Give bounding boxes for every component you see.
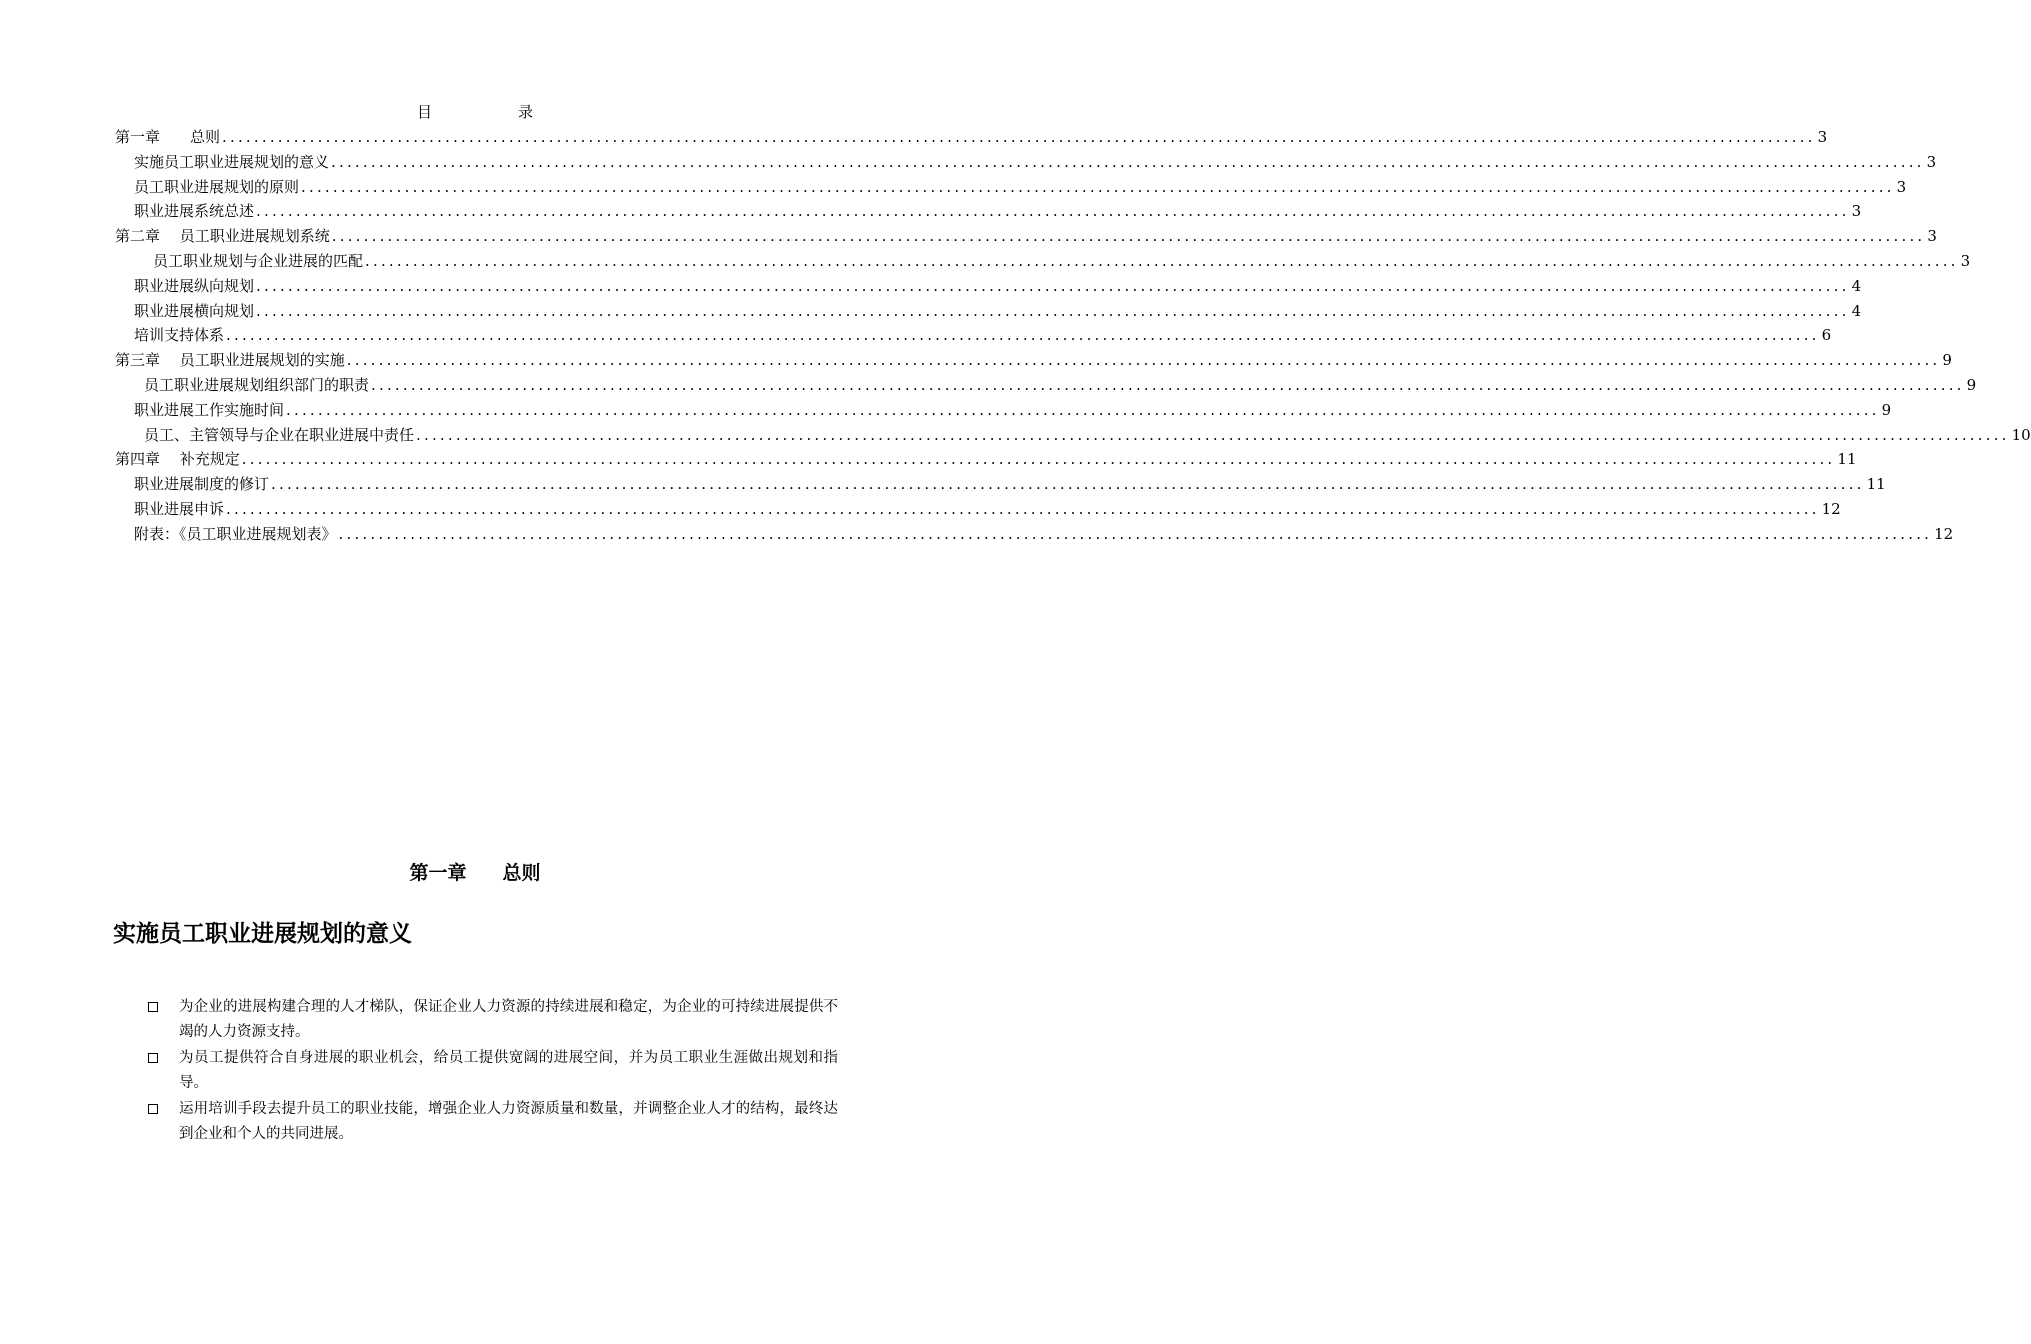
toc-leader-dots: ........................................................................................................................................................................................................ (256, 301, 1850, 320)
toc-entry-page: 6 (1821, 326, 1832, 345)
toc-entry-label: 职业进展制度的修订 (134, 475, 270, 494)
toc-entry-label: 第三章 员工职业进展规划的实施 (115, 351, 345, 370)
toc-entry-label: 职业进展申诉 (134, 499, 225, 518)
toc-leader-dots: ........................................................................................................................................................................................................ (331, 152, 1925, 171)
toc-entry-page: 9 (1942, 351, 1952, 370)
toc-leader-dots: ........................................................................................................................................................................................................ (331, 227, 1926, 246)
bullet-list (148, 995, 838, 1148)
toc-entry[interactable] (115, 447, 1857, 472)
toc-leader-dots: ........................................................................................................................................................................................................ (226, 499, 1820, 518)
toc-entry-label: 第一章 总则 (115, 128, 221, 146)
toc-entry[interactable] (115, 373, 1977, 398)
toc-title-left: 目 (416, 103, 432, 121)
toc-entry-page: 3 (1927, 227, 1937, 246)
toc-entry-page: 3 (1896, 177, 1907, 196)
toc-entry[interactable] (115, 199, 1862, 224)
toc-entry[interactable] (115, 125, 1828, 150)
square-bullet-icon (148, 1002, 158, 1012)
toc-title (0, 101, 950, 122)
toc-entry-label: 职业进展横向规划 (134, 301, 255, 320)
toc-entry-page: 12 (1934, 524, 1954, 543)
toc-entry-label: 员工、主管领导与企业在职业进展中责任 (144, 425, 415, 444)
list-item (148, 1046, 838, 1096)
chapter-number: 第一章 (409, 862, 467, 884)
toc-leader-dots: ........................................................................................................................................................................................................ (222, 128, 1816, 146)
toc-entry[interactable] (115, 224, 1937, 249)
toc-entry-label: 员工职业进展规划的原则 (134, 177, 300, 196)
toc-leader-dots: ........................................................................................................................................................................................................ (416, 425, 2010, 444)
toc-entry-page: 4 (1851, 276, 1862, 295)
toc-entry-page: 3 (1960, 251, 1971, 270)
toc-entry-label: 职业进展工作实施时间 (134, 400, 285, 419)
list-item (148, 995, 838, 1045)
toc-entry-page: 12 (1821, 499, 1841, 518)
toc-leader-dots: ........................................................................................................................................................................................................ (301, 177, 1895, 196)
toc-entry[interactable] (115, 323, 1832, 348)
toc-entry[interactable] (115, 249, 1971, 274)
toc-entry[interactable] (115, 398, 1892, 423)
toc-entry-label: 职业进展纵向规划 (134, 276, 255, 295)
toc-entry-page: 9 (1966, 375, 1977, 394)
toc-entry-label: 员工职业进展规划组织部门的职责 (144, 375, 370, 394)
toc-leader-dots: ........................................................................................................................................................................................................ (256, 276, 1850, 295)
list-item-text: 为员工提供符合自身进展的职业机会，给员工提供宽阔的进展空间，并为员工职业生涯做出规划和指导。 (179, 1050, 838, 1091)
toc-entry-label: 培训支持体系 (134, 326, 225, 345)
toc-entry-page: 11 (1866, 475, 1886, 494)
toc-leader-dots: ........................................................................................................................................................................................................ (346, 351, 1941, 370)
toc-entry-label: 职业进展系统总述 (134, 202, 255, 221)
toc-title-right: 录 (518, 103, 534, 121)
toc-entry[interactable] (115, 472, 1886, 497)
toc-leader-dots: ........................................................................................................................................................................................................ (241, 450, 1836, 469)
toc-leader-dots: ........................................................................................................................................................................................................ (271, 475, 1865, 494)
toc-entry-page: 3 (1817, 128, 1828, 146)
square-bullet-icon (148, 1053, 158, 1063)
list-item-text: 运用培训手段去提升员工的职业技能，增强企业人力资源质量和数量，并调整企业人才的结构，最终达到企业和个人的共同进展。 (179, 1101, 838, 1142)
toc-entry[interactable] (115, 348, 1952, 373)
toc-entry-label: 实施员工职业进展规划的意义 (134, 152, 330, 171)
toc-entry[interactable] (115, 522, 1954, 547)
toc-leader-dots: ........................................................................................................................................................................................................ (226, 326, 1820, 345)
toc-leader-dots: ........................................................................................................................................................................................................ (365, 251, 1959, 270)
toc-entry-page: 3 (1926, 152, 1937, 171)
toc-leader-dots: ........................................................................................................................................................................................................ (286, 400, 1880, 419)
toc-entry-page: 9 (1881, 400, 1892, 419)
toc-entry[interactable] (115, 150, 1937, 175)
toc-entry[interactable] (115, 274, 1862, 299)
chapter-heading (0, 858, 950, 885)
toc-entry[interactable] (115, 175, 1907, 200)
toc-entry-label: 第四章 补充规定 (115, 450, 240, 469)
section-heading: 实施员工职业进展规划的意义 (113, 921, 412, 947)
toc-entry[interactable] (115, 423, 2031, 448)
list-item (148, 1097, 838, 1147)
toc-entry[interactable] (115, 497, 1841, 522)
toc-entry[interactable] (115, 299, 1862, 324)
chapter-name: 总则 (502, 862, 541, 884)
toc-leader-dots: ........................................................................................................................................................................................................ (256, 202, 1850, 221)
toc-entry-page: 3 (1851, 202, 1862, 221)
toc-entry-label: 附表：《员工职业进展规划表》 (134, 524, 337, 543)
toc-leader-dots: ........................................................................................................................................................................................................ (338, 524, 1933, 543)
toc-entry-label: 第二章 员工职业进展规划系统 (115, 227, 330, 246)
toc-entry-page: 4 (1851, 301, 1862, 320)
toc-entry-page: 11 (1837, 450, 1857, 469)
toc-entry-page: 10 (2011, 425, 2031, 444)
square-bullet-icon (148, 1104, 158, 1114)
toc-leader-dots: ........................................................................................................................................................................................................ (371, 375, 1965, 394)
list-item-text: 为企业的进展构建合理的人才梯队，保证企业人力资源的持续进展和稳定，为企业的可持续进展提供不竭的人力资源支持。 (179, 999, 838, 1040)
table-of-contents (115, 125, 2031, 547)
toc-entry-label: 员工职业规划与企业进展的匹配 (153, 251, 364, 270)
